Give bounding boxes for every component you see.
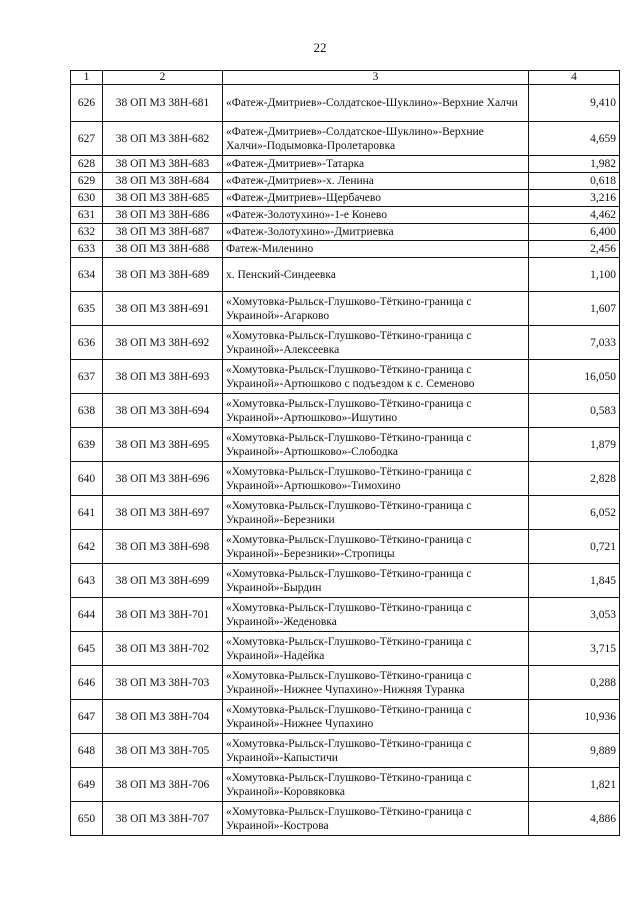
- header-col-4: 4: [529, 71, 620, 85]
- table-row: [71, 122, 620, 156]
- road-code: 38 ОП МЗ 38Н-686: [103, 207, 223, 224]
- row-number: 634: [71, 258, 103, 292]
- table-header: [71, 71, 620, 85]
- row-number: 635: [71, 292, 103, 326]
- row-number: 647: [71, 700, 103, 734]
- road-name: х. Пенский-Синдеевка: [223, 258, 529, 292]
- row-number: 641: [71, 496, 103, 530]
- road-code: 38 ОП МЗ 38Н-681: [103, 85, 223, 122]
- road-length: 4,886: [529, 802, 620, 836]
- table-row: [71, 462, 620, 496]
- road-length: 0,618: [529, 173, 620, 190]
- road-code: 38 ОП МЗ 38Н-684: [103, 173, 223, 190]
- header-row: [71, 71, 620, 85]
- road-length: 3,216: [529, 190, 620, 207]
- row-number: 644: [71, 598, 103, 632]
- road-name: «Хомутовка-Рыльск-Глушково-Тёткино-граница с Украиной»-Жеденовка: [223, 598, 529, 632]
- road-code: 38 ОП МЗ 38Н-697: [103, 496, 223, 530]
- table-row: [71, 564, 620, 598]
- road-code: 38 ОП МЗ 38Н-688: [103, 241, 223, 258]
- table-row: [71, 734, 620, 768]
- table-row: [71, 666, 620, 700]
- road-code: 38 ОП МЗ 38Н-695: [103, 428, 223, 462]
- road-length: 0,583: [529, 394, 620, 428]
- road-length: 3,715: [529, 632, 620, 666]
- row-number: 630: [71, 190, 103, 207]
- road-name: «Фатеж-Дмитриев»-Татарка: [223, 156, 529, 173]
- table-row: [71, 207, 620, 224]
- table-row: [71, 292, 620, 326]
- road-code: 38 ОП МЗ 38Н-687: [103, 224, 223, 241]
- table-row: [71, 598, 620, 632]
- roads-table: [70, 70, 620, 836]
- table-row: [71, 85, 620, 122]
- road-length: 1,100: [529, 258, 620, 292]
- road-length: 1,607: [529, 292, 620, 326]
- table-row: [71, 224, 620, 241]
- road-name: «Хомутовка-Рыльск-Глушково-Тёткино-граница с Украиной»-Коровяковка: [223, 768, 529, 802]
- row-number: 636: [71, 326, 103, 360]
- road-name: «Хомутовка-Рыльск-Глушково-Тёткино-граница с Украиной»-Артюшково»-Ишутино: [223, 394, 529, 428]
- road-length: 1,879: [529, 428, 620, 462]
- table-row: [71, 802, 620, 836]
- road-code: 38 ОП МЗ 38Н-704: [103, 700, 223, 734]
- row-number: 645: [71, 632, 103, 666]
- road-length: 0,288: [529, 666, 620, 700]
- road-code: 38 ОП МЗ 38Н-692: [103, 326, 223, 360]
- table-row: [71, 173, 620, 190]
- table-row: [71, 768, 620, 802]
- row-number: 633: [71, 241, 103, 258]
- row-number: 649: [71, 768, 103, 802]
- road-name: «Хомутовка-Рыльск-Глушково-Тёткино-граница с Украиной»-Артюшково»-Тимохино: [223, 462, 529, 496]
- road-name: «Хомутовка-Рыльск-Глушково-Тёткино-граница с Украиной»-Бырдин: [223, 564, 529, 598]
- road-name: «Хомутовка-Рыльск-Глушково-Тёткино-граница с Украиной»-Алексеевка: [223, 326, 529, 360]
- table-row: [71, 241, 620, 258]
- row-number: 629: [71, 173, 103, 190]
- road-code: 38 ОП МЗ 38Н-693: [103, 360, 223, 394]
- row-number: 638: [71, 394, 103, 428]
- road-name: «Хомутовка-Рыльск-Глушково-Тёткино-граница с Украиной»-Березники: [223, 496, 529, 530]
- road-name: «Хомутовка-Рыльск-Глушково-Тёткино-граница с Украиной»-Артюшково»-Слободка: [223, 428, 529, 462]
- header-col-2: 2: [103, 71, 223, 85]
- road-length: 4,462: [529, 207, 620, 224]
- road-name: «Хомутовка-Рыльск-Глушково-Тёткино-граница с Украиной»-Агарково: [223, 292, 529, 326]
- road-code: 38 ОП МЗ 38Н-703: [103, 666, 223, 700]
- road-code: 38 ОП МЗ 38Н-707: [103, 802, 223, 836]
- road-name: «Фатеж-Дмитриев»-Солдатское-Шуклино»-Верхние Халчи»-Подымовка-Пролетаровка: [223, 122, 529, 156]
- table-row: [71, 190, 620, 207]
- road-name: «Хомутовка-Рыльск-Глушково-Тёткино-граница с Украиной»-Нижнее Чупахино: [223, 700, 529, 734]
- road-code: 38 ОП МЗ 38Н-694: [103, 394, 223, 428]
- road-code: 38 ОП МЗ 38Н-691: [103, 292, 223, 326]
- road-code: 38 ОП МЗ 38Н-701: [103, 598, 223, 632]
- row-number: 631: [71, 207, 103, 224]
- road-code: 38 ОП МЗ 38Н-702: [103, 632, 223, 666]
- row-number: 627: [71, 122, 103, 156]
- table-row: [71, 258, 620, 292]
- road-length: 2,456: [529, 241, 620, 258]
- road-length: 7,033: [529, 326, 620, 360]
- road-name: «Хомутовка-Рыльск-Глушково-Тёткино-граница с Украиной»-Надейка: [223, 632, 529, 666]
- table-row: [71, 326, 620, 360]
- road-length: 10,936: [529, 700, 620, 734]
- table-row: [71, 700, 620, 734]
- road-code: 38 ОП МЗ 38Н-685: [103, 190, 223, 207]
- road-length: 0,721: [529, 530, 620, 564]
- road-length: 3,053: [529, 598, 620, 632]
- row-number: 642: [71, 530, 103, 564]
- road-length: 9,889: [529, 734, 620, 768]
- row-number: 628: [71, 156, 103, 173]
- road-code: 38 ОП МЗ 38Н-682: [103, 122, 223, 156]
- road-length: 6,052: [529, 496, 620, 530]
- road-name: «Фатеж-Дмитриев»-Солдатское-Шуклино»-Верхние Халчи: [223, 85, 529, 122]
- road-name: «Фатеж-Золотухино»-1-е Конево: [223, 207, 529, 224]
- table-row: [71, 496, 620, 530]
- row-number: 650: [71, 802, 103, 836]
- row-number: 632: [71, 224, 103, 241]
- road-length: 9,410: [529, 85, 620, 122]
- row-number: 639: [71, 428, 103, 462]
- row-number: 626: [71, 85, 103, 122]
- road-code: 38 ОП МЗ 38Н-689: [103, 258, 223, 292]
- table-row: [71, 632, 620, 666]
- road-length: 16,050: [529, 360, 620, 394]
- road-name: Фатеж-Миленино: [223, 241, 529, 258]
- road-code: 38 ОП МЗ 38Н-698: [103, 530, 223, 564]
- row-number: 637: [71, 360, 103, 394]
- table-row: [71, 156, 620, 173]
- road-length: 2,828: [529, 462, 620, 496]
- road-code: 38 ОП МЗ 38Н-683: [103, 156, 223, 173]
- road-name: «Хомутовка-Рыльск-Глушково-Тёткино-граница с Украиной»-Кострова: [223, 802, 529, 836]
- road-code: 38 ОП МЗ 38Н-705: [103, 734, 223, 768]
- road-name: «Хомутовка-Рыльск-Глушково-Тёткино-граница с Украиной»-Капыстичи: [223, 734, 529, 768]
- road-name: «Хомутовка-Рыльск-Глушково-Тёткино-граница с Украиной»-Березники»-Стропицы: [223, 530, 529, 564]
- road-length: 6,400: [529, 224, 620, 241]
- road-name: «Фатеж-Дмитриев»-х. Ленина: [223, 173, 529, 190]
- table-row: [71, 360, 620, 394]
- table-row: [71, 428, 620, 462]
- road-length: 1,845: [529, 564, 620, 598]
- road-code: 38 ОП МЗ 38Н-696: [103, 462, 223, 496]
- road-name: «Хомутовка-Рыльск-Глушково-Тёткино-граница с Украиной»-Нижнее Чупахино»-Нижняя Туранка: [223, 666, 529, 700]
- table-body: [71, 85, 620, 836]
- header-col-1: 1: [71, 71, 103, 85]
- road-name: «Фатеж-Дмитриев»-Щербачево: [223, 190, 529, 207]
- page-number: 22: [313, 40, 327, 55]
- road-code: 38 ОП МЗ 38Н-699: [103, 564, 223, 598]
- road-length: 1,982: [529, 156, 620, 173]
- road-code: 38 ОП МЗ 38Н-706: [103, 768, 223, 802]
- table-row: [71, 530, 620, 564]
- row-number: 648: [71, 734, 103, 768]
- road-name: «Фатеж-Золотухино»-Дмитриевка: [223, 224, 529, 241]
- road-name: «Хомутовка-Рыльск-Глушково-Тёткино-граница с Украиной»-Артюшково с подъездом к с. Семеново: [223, 360, 529, 394]
- road-length: 1,821: [529, 768, 620, 802]
- road-length: 4,659: [529, 122, 620, 156]
- header-col-3: 3: [223, 71, 529, 85]
- row-number: 640: [71, 462, 103, 496]
- row-number: 643: [71, 564, 103, 598]
- table-row: [71, 394, 620, 428]
- row-number: 646: [71, 666, 103, 700]
